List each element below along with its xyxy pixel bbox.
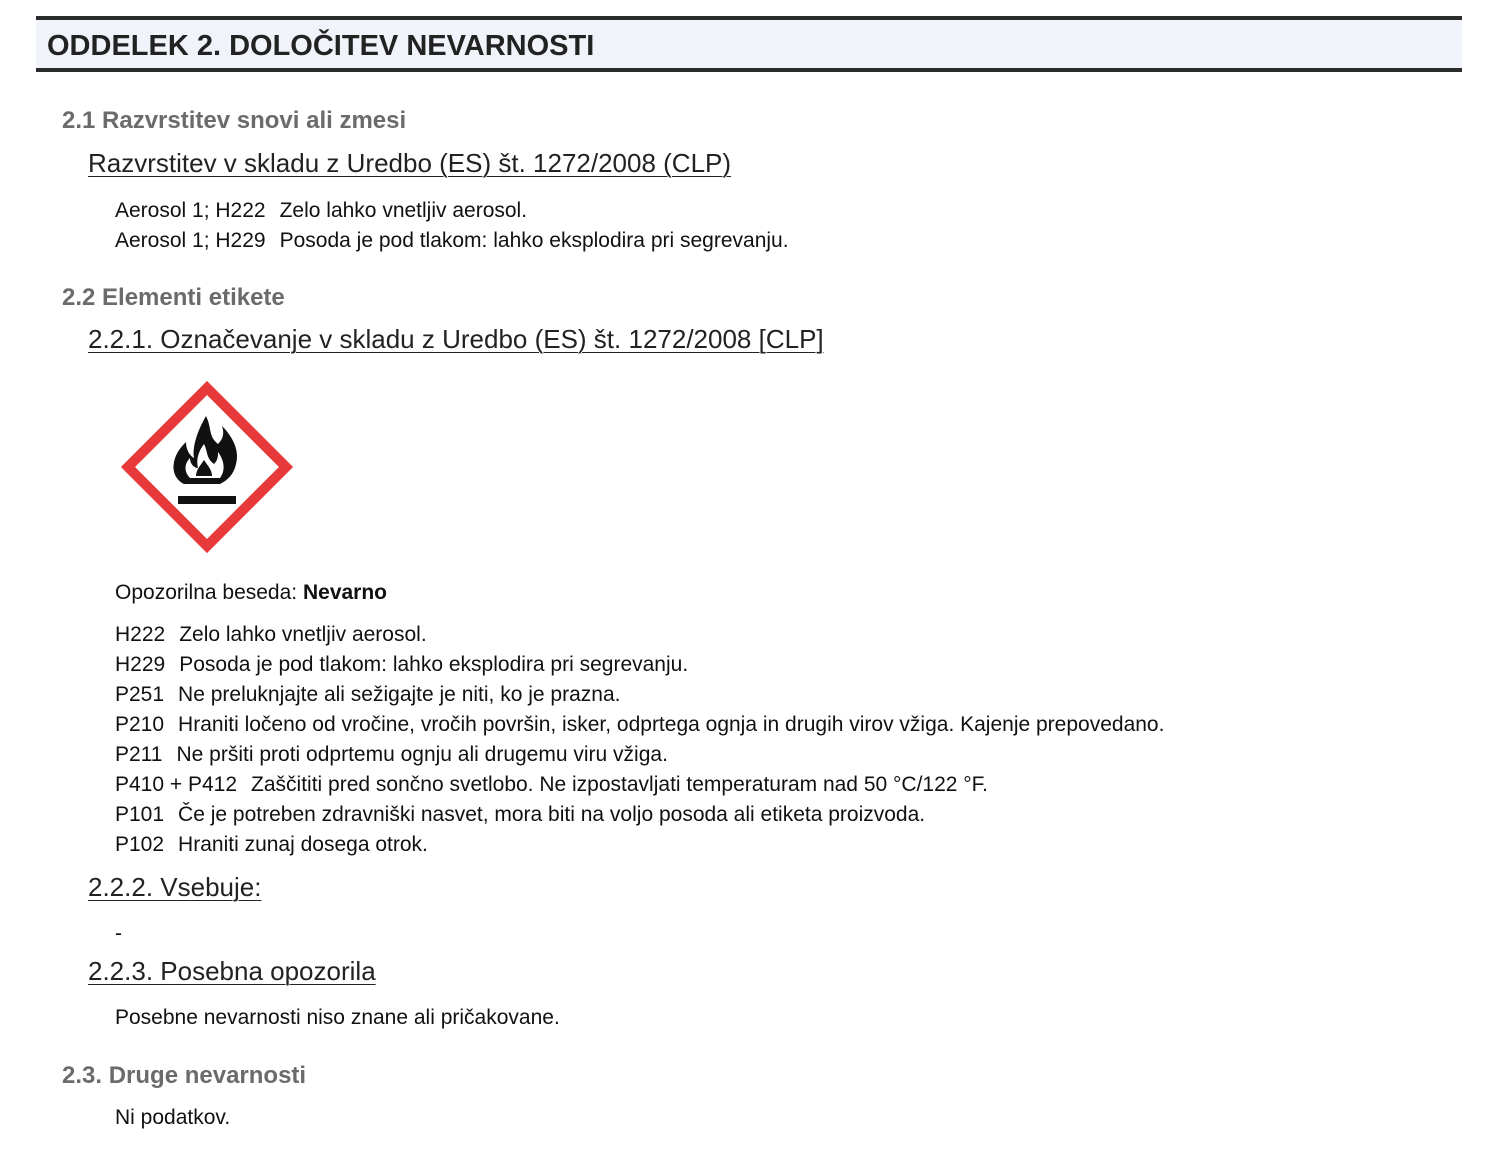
precautionary-statement	[115, 830, 1164, 860]
contains-value: -	[115, 922, 122, 945]
section-title: ODDELEK 2. DOLOČITEV NEVARNOSTI	[47, 30, 595, 62]
classification-item	[115, 196, 789, 226]
other-hazards-text: Ni podatkov.	[115, 1106, 231, 1129]
signal-word-label: Opozorilna beseda:	[115, 581, 298, 604]
statement-text: Hraniti zunaj dosega otrok.	[178, 833, 428, 856]
precautionary-statement	[115, 680, 1164, 710]
heading-2-3: 2.3. Druge nevarnosti	[62, 1062, 307, 1089]
precautionary-statement	[115, 710, 1164, 740]
statement-text: Zelo lahko vnetljiv aerosol.	[179, 623, 427, 646]
statement-code: P101	[115, 803, 165, 826]
hazard-statement	[115, 620, 1164, 650]
statement-text: Hraniti ločeno od vročine, vročih površin, isker, odprtega ognja in drugih virov vžiga. Kajenje prepovedano.	[178, 713, 1165, 736]
subheading-classification-clp: Razvrstitev v skladu z Uredbo (ES) št. 1272/2008 (CLP)	[88, 148, 732, 178]
section-header	[36, 16, 1462, 72]
hazard-statement-list	[115, 620, 1164, 860]
classification-text: Posoda je pod tlakom: lahko eksplodira pri segrevanju.	[279, 229, 789, 252]
subheading-2-2-1: 2.2.1. Označevanje v skladu z Uredbo (ES) št. 1272/2008 [CLP]	[88, 324, 824, 354]
special-warnings-text: Posebne nevarnosti niso znane ali pričakovane.	[115, 1006, 560, 1029]
statement-code: P410 + P412	[115, 773, 238, 796]
statement-code: H229	[115, 653, 166, 676]
classification-item	[115, 226, 789, 256]
statement-text: Če je potreben zdravniški nasvet, mora biti na voljo posoda ali etiketa proizvoda.	[178, 803, 926, 826]
precautionary-statement	[115, 740, 1164, 770]
heading-2-2: 2.2 Elementi etikete	[62, 284, 285, 311]
signal-word-value: Nevarno	[302, 581, 387, 604]
statement-code: P102	[115, 833, 165, 856]
statement-text: Ne pršiti proti odprtemu ognju ali drugemu viru vžiga.	[176, 743, 668, 766]
classification-code: Aerosol 1; H222	[115, 199, 266, 222]
hazard-statement	[115, 650, 1164, 680]
statement-code: H222	[115, 623, 166, 646]
classification-text: Zelo lahko vnetljiv aerosol.	[279, 199, 528, 222]
statement-code: P211	[115, 743, 163, 766]
statement-text: Zaščititi pred sončno svetlobo. Ne izpostavljati temperaturam nad 50 °C/122 °F.	[251, 773, 989, 796]
precautionary-statement	[115, 800, 1164, 830]
subheading-2-2-2: 2.2.2. Vsebuje:	[88, 872, 262, 902]
precautionary-statement	[115, 770, 1164, 800]
subheading-2-2-3: 2.2.3. Posebna opozorila	[88, 956, 376, 986]
classification-list	[115, 196, 789, 256]
statement-code: P251	[115, 683, 165, 706]
statement-code: P210	[115, 713, 165, 736]
classification-code: Aerosol 1; H229	[115, 229, 266, 252]
heading-2-1: 2.1 Razvrstitev snovi ali zmesi	[62, 107, 407, 134]
statement-text: Ne preluknjajte ali sežigajte je niti, ko je prazna.	[178, 683, 621, 706]
flame-ghs02-icon	[120, 380, 294, 554]
statement-text: Posoda je pod tlakom: lahko eksplodira pri segrevanju.	[179, 653, 689, 676]
signal-word-line	[115, 581, 387, 605]
